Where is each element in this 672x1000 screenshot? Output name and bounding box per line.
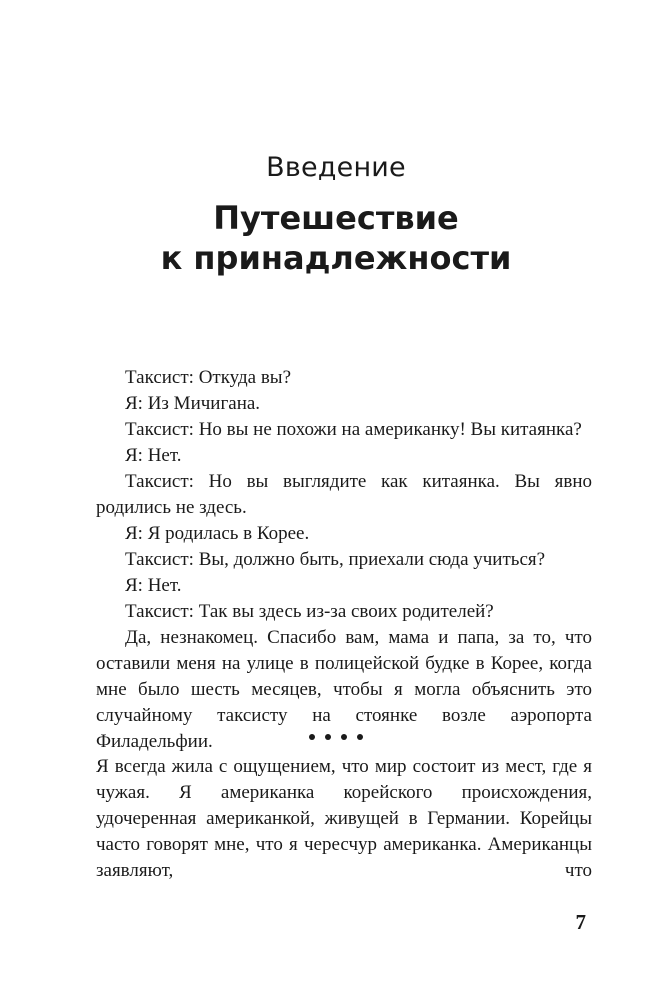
- separator-dot: [357, 734, 363, 740]
- dialogue-line: Я: Нет.: [125, 445, 182, 466]
- chapter-title-line-2: к принадлежности: [160, 239, 512, 277]
- dialogue-line: Таксист: Вы, должно быть, приехали сюда учиться?: [125, 549, 546, 570]
- separator-dot: [341, 734, 347, 740]
- separator-dot: [325, 734, 331, 740]
- narrative-paragraph: Я всегда жила с ощущением, что мир состоит из мест, где я чужая. Я американка корейского происхождения, удочеренная американкой, живущей в Германии. Корейцы часто говорят мне, что я чересчур американка. Американцы заявляют, что: [96, 756, 592, 881]
- dialogue-line: Я: Нет.: [125, 575, 182, 596]
- dialogue-block: [96, 365, 592, 755]
- section-separator: [0, 728, 672, 744]
- chapter-title-line-1: Путешествие: [213, 199, 459, 237]
- dialogue-line: Я: Я родилась в Корее.: [125, 523, 310, 544]
- separator-dot: [309, 734, 315, 740]
- dialogue-line: Таксист: Но вы не похожи на американку! Вы китаянка?: [125, 419, 582, 440]
- narrative-block: [96, 754, 592, 884]
- chapter-title: [0, 198, 672, 278]
- dialogue-line: Таксист: Но вы выглядите как китаянка. Вы явно родились не здесь.: [96, 471, 592, 518]
- page-number: 7: [575, 910, 586, 934]
- dialogue-line: Я: Из Мичигана.: [125, 393, 261, 414]
- dialogue-line: Таксист: Откуда вы?: [125, 367, 291, 388]
- dialogue-line: Таксист: Так вы здесь из-за своих родителей?: [125, 601, 494, 622]
- dialogue-paragraph: Да, незнакомец. Спасибо вам, мама и папа, за то, что оставили меня на улице в полицейской будке в Корее, когда мне было шесть месяцев, чтобы я могла объяснить это случайному таксисту на стоянке возле аэропорта Филадельфии.: [96, 627, 592, 752]
- chapter-label: Введение: [266, 152, 406, 183]
